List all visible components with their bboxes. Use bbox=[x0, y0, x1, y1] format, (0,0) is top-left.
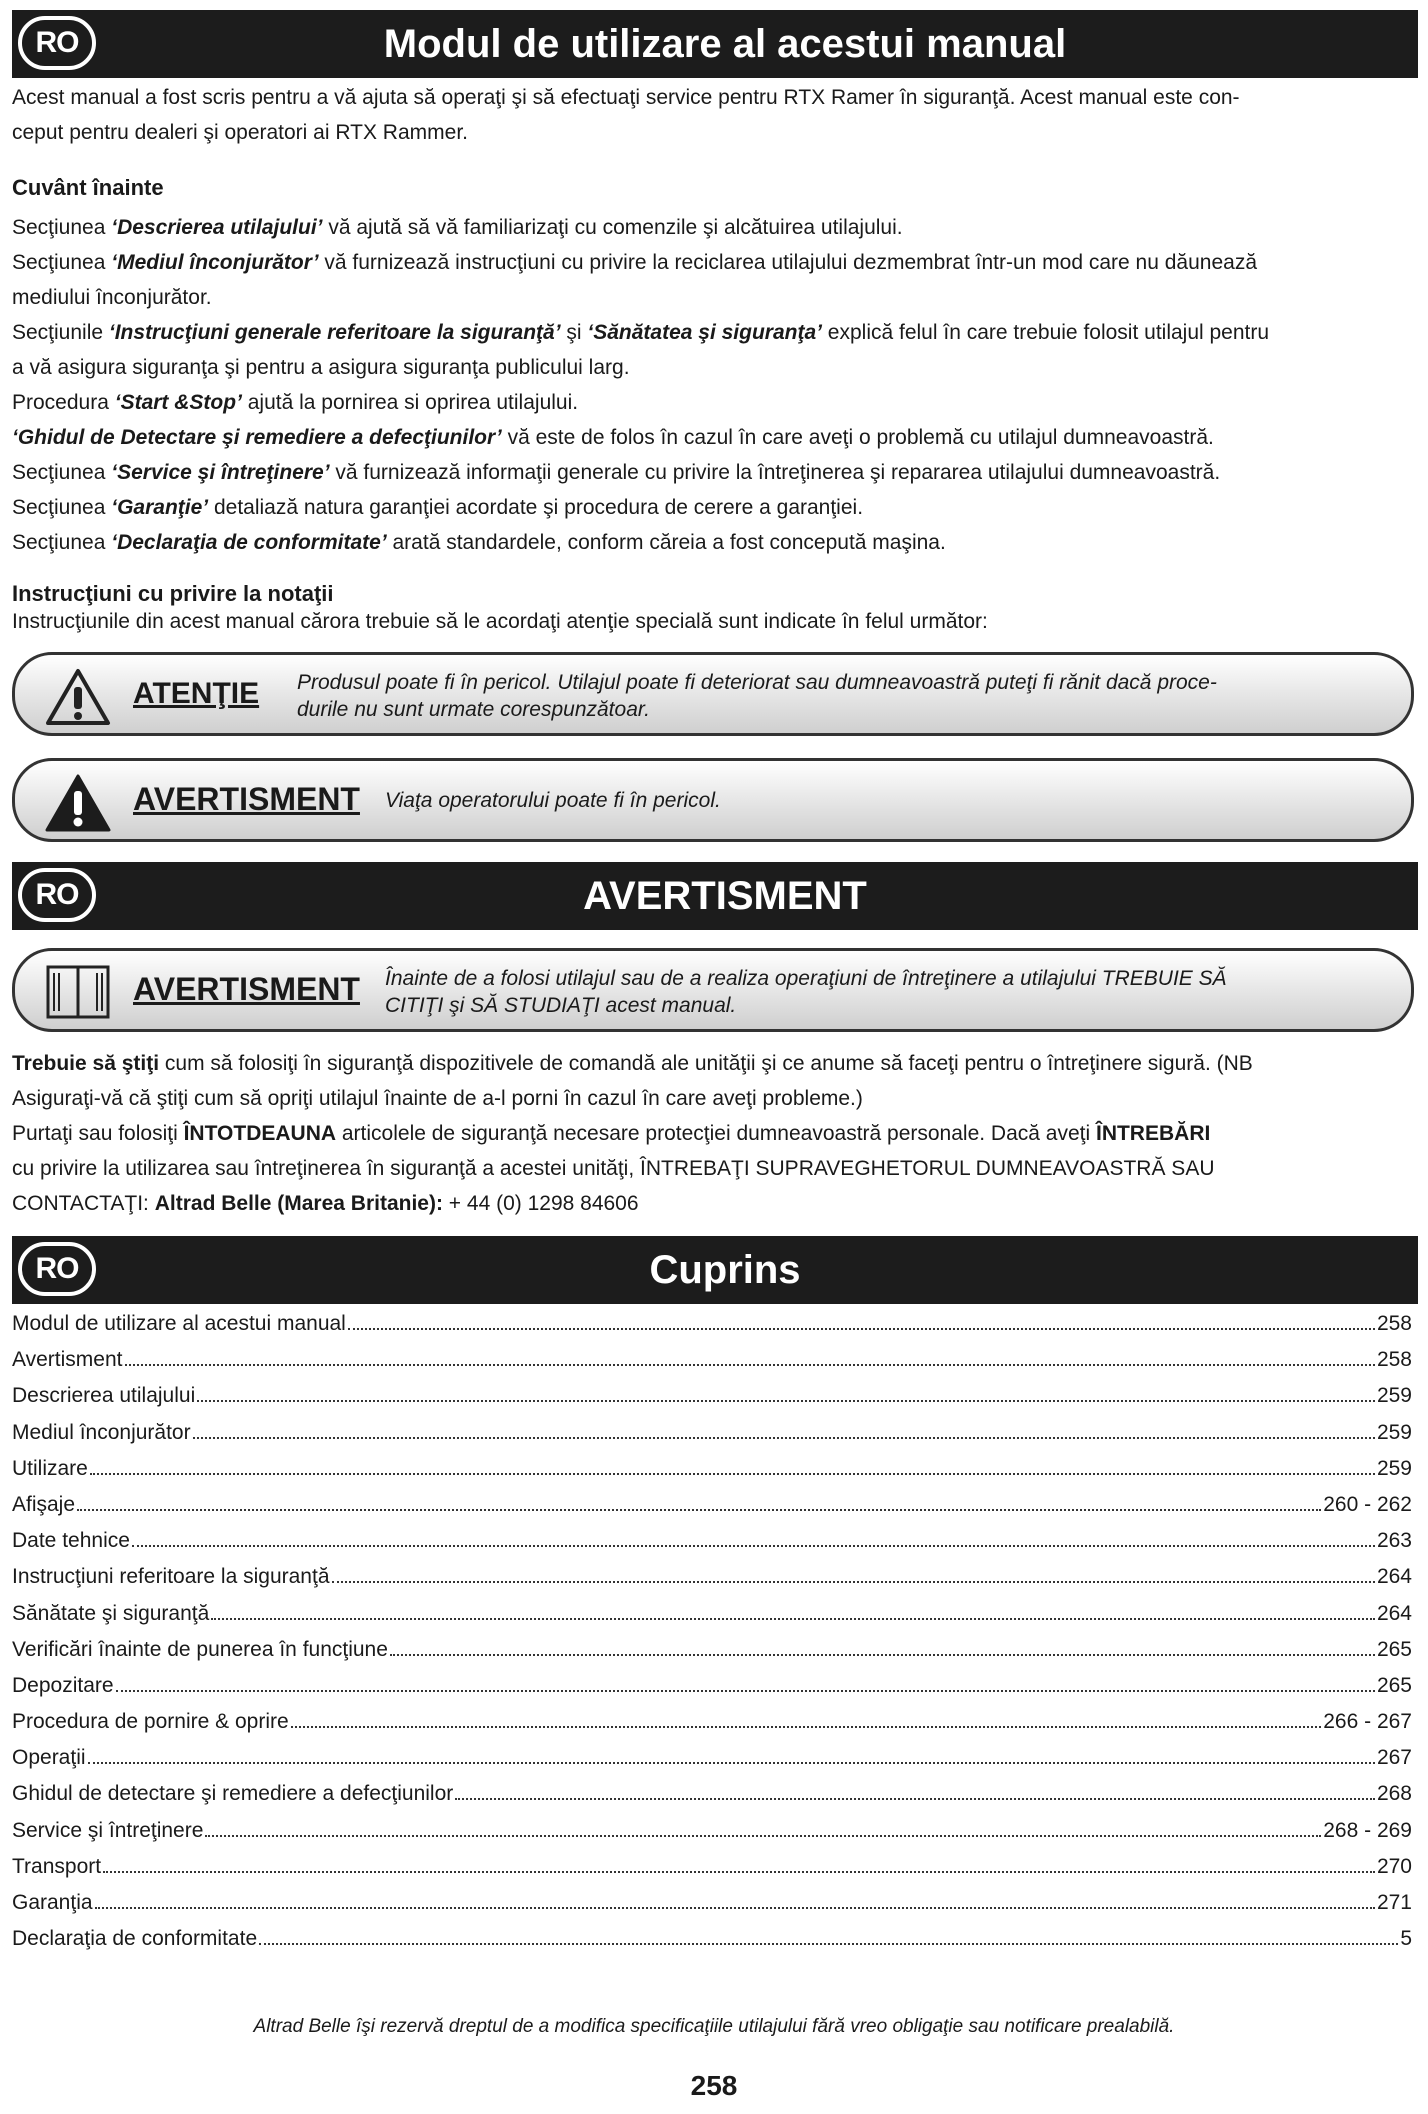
toc-page: 271 bbox=[1376, 1891, 1412, 1914]
toc-leader-dots bbox=[390, 1654, 1375, 1656]
section-title: Modul de utilizare al acestui manual bbox=[383, 21, 1067, 66]
foreword-line bbox=[12, 245, 1418, 280]
toc-page: 259 bbox=[1376, 1420, 1412, 1444]
toc-leader-dots bbox=[291, 1726, 1322, 1728]
toc-leader-dots bbox=[455, 1798, 1375, 1800]
foreword-line bbox=[12, 420, 1418, 455]
toc-title: Garanţia bbox=[12, 1891, 93, 1914]
toc-entry[interactable] bbox=[12, 1457, 1412, 1493]
read-manual-notice bbox=[12, 948, 1414, 1032]
section-reference: ‘Garanţie’ bbox=[111, 496, 209, 519]
toc-title: Verificări înainte de punerea în funcţiune bbox=[12, 1637, 388, 1661]
section-header-contents bbox=[12, 1236, 1418, 1304]
toc-entry[interactable] bbox=[12, 1782, 1412, 1818]
toc-leader-dots bbox=[103, 1871, 1375, 1873]
foreword-text: ajută la pornirea si oprirea utilajului. bbox=[241, 391, 579, 414]
intro-paragraph bbox=[12, 80, 1418, 150]
foreword-text: Secţiunea bbox=[12, 216, 112, 239]
toc-title: Mediul înconjurător bbox=[12, 1420, 191, 1444]
toc-page: 5 bbox=[1400, 1927, 1412, 1951]
toc-entry[interactable] bbox=[12, 1312, 1412, 1348]
toc-leader-dots bbox=[197, 1400, 1375, 1402]
toc-leader-dots bbox=[205, 1835, 1321, 1837]
toc-entry[interactable] bbox=[12, 1421, 1412, 1457]
toc-leader-dots bbox=[211, 1618, 1375, 1620]
language-badge: RO bbox=[18, 16, 96, 70]
toc-leader-dots bbox=[259, 1943, 1398, 1945]
section-title: AVERTISMENT bbox=[583, 873, 867, 918]
foreword-text: Secţiunile bbox=[12, 321, 109, 344]
warning-emphasis: ÎNTREBĂRI bbox=[1095, 1122, 1211, 1145]
toc-leader-dots bbox=[193, 1437, 1375, 1439]
section-reference: ‘Service şi întreţinere’ bbox=[111, 461, 330, 484]
toc-entry[interactable] bbox=[12, 1638, 1412, 1674]
contact-line bbox=[12, 1186, 1418, 1221]
section-reference: ‘Start &Stop’ bbox=[114, 391, 242, 414]
warning-text bbox=[12, 1046, 1418, 1221]
foreword-line bbox=[12, 315, 1418, 350]
table-of-contents bbox=[12, 1312, 1412, 1963]
attention-message bbox=[297, 669, 1217, 723]
toc-leader-dots bbox=[77, 1509, 1321, 1511]
toc-leader-dots bbox=[132, 1545, 1375, 1547]
caution-triangle-icon bbox=[45, 667, 111, 727]
attention-message-line: durile nu sunt urmate corespunzătoar. bbox=[297, 698, 650, 721]
read-manual-message-line: Înainte de a folosi utilajul sau de a realiza operaţiuni de întreţinere a utilajului TREBUIE SĂ bbox=[385, 967, 1227, 990]
open-book-icon bbox=[45, 961, 111, 1021]
toc-title: Modul de utilizare al acestui manual bbox=[12, 1312, 346, 1335]
toc-title: Descrierea utilajului bbox=[12, 1384, 196, 1408]
toc-title: Declaraţia de conformitate bbox=[12, 1927, 258, 1951]
foreword-line bbox=[12, 525, 1418, 560]
toc-title: Ghidul de detectare şi remediere a defecţiunilor bbox=[12, 1782, 454, 1806]
toc-title: Service şi întreţinere bbox=[12, 1818, 204, 1842]
foreword-text: a vă asigura siguranţa şi pentru a asigura siguranţa publicului larg. bbox=[12, 356, 630, 379]
toc-page: 260 - 262 bbox=[1323, 1492, 1412, 1516]
toc-page: 268 bbox=[1376, 1782, 1412, 1806]
toc-page: 259 bbox=[1376, 1384, 1412, 1408]
toc-page: 263 bbox=[1376, 1529, 1412, 1553]
toc-entry[interactable] bbox=[12, 1819, 1412, 1855]
intro-line: Acest manual a fost scris pentru a vă ajuta să operaţi şi să efectuaţi service pentru RTX Ramer în siguranţă. Acest manual este con- bbox=[12, 86, 1240, 109]
toc-title: Transport bbox=[12, 1854, 102, 1878]
read-manual-message bbox=[385, 965, 1227, 1019]
foreword-lines bbox=[12, 210, 1418, 560]
foreword-text: detaliază natura garanţiei acordate şi procedura de cerere a garanţiei. bbox=[208, 496, 864, 519]
contact-prefix: CONTACTAŢI: bbox=[12, 1192, 155, 1215]
toc-entry[interactable] bbox=[12, 1348, 1412, 1384]
toc-title: Sănătate şi siguranţă bbox=[12, 1601, 210, 1625]
foreword-text: Secţiunea bbox=[12, 496, 112, 519]
toc-page: 265 bbox=[1376, 1637, 1412, 1661]
toc-entry[interactable] bbox=[12, 1493, 1412, 1529]
toc-leader-dots bbox=[90, 1473, 1375, 1475]
foreword-text: arată standardele, conform căreia a fost concepută maşina. bbox=[386, 531, 946, 554]
foreword-line bbox=[12, 490, 1418, 525]
warning-text-part: cum să folosiţi în siguranţă dispozitivele de comandă ale unităţii şi ce anume să faceţi pentru o întreţinere sigură. (NB bbox=[159, 1052, 1253, 1075]
toc-entry[interactable] bbox=[12, 1891, 1412, 1927]
toc-page: 258 bbox=[1376, 1312, 1412, 1335]
toc-entry[interactable] bbox=[12, 1384, 1412, 1420]
toc-page: 259 bbox=[1376, 1456, 1412, 1480]
section-reference: ‘Declaraţia de conformitate’ bbox=[111, 531, 387, 554]
foreword-section bbox=[12, 170, 1418, 205]
section-reference: ‘Mediul înconjurător’ bbox=[111, 251, 319, 274]
attention-message-line: Produsul poate fi în pericol. Utilajul poate fi deteriorat sau dumneavoastră puteţi fi rănit dacă proce- bbox=[297, 671, 1217, 694]
warning-text-line bbox=[12, 1116, 1418, 1151]
contact-company: Altrad Belle (Marea Britanie): bbox=[154, 1192, 443, 1215]
toc-leader-dots bbox=[88, 1762, 1375, 1764]
toc-leader-dots bbox=[332, 1581, 1375, 1583]
foreword-heading: Cuvânt înainte bbox=[12, 175, 164, 200]
foreword-line bbox=[12, 350, 1418, 385]
section-header-warning bbox=[12, 862, 1418, 930]
warning-text-part: articolele de siguranţă necesare protecţiei dumneavoastră personale. Dacă aveţi bbox=[336, 1122, 1096, 1145]
warning-emphasis: Trebuie să ştiţi bbox=[12, 1052, 160, 1075]
read-manual-message-line: CITIŢI şi SĂ STUDIAŢI acest manual. bbox=[385, 994, 737, 1017]
toc-entry[interactable] bbox=[12, 1710, 1412, 1746]
toc-entry[interactable] bbox=[12, 1927, 1412, 1963]
toc-page: 264 bbox=[1376, 1565, 1412, 1589]
toc-page: 270 bbox=[1376, 1854, 1412, 1878]
warning-label: AVERTISMENT bbox=[133, 781, 360, 817]
foreword-text: Secţiunea bbox=[12, 531, 112, 554]
foreword-text: explică felul în care trebuie folosit utilajul pentru bbox=[821, 321, 1270, 344]
toc-title: Afişaje bbox=[12, 1492, 76, 1516]
toc-title: Procedura de pornire & oprire bbox=[12, 1710, 289, 1734]
toc-entry[interactable] bbox=[12, 1855, 1412, 1891]
attention-notice bbox=[12, 652, 1414, 736]
attention-label: ATENŢIE bbox=[133, 677, 260, 710]
language-badge: RO bbox=[18, 868, 96, 922]
toc-entry[interactable] bbox=[12, 1565, 1412, 1601]
toc-entry[interactable] bbox=[12, 1602, 1412, 1638]
notation-section bbox=[12, 580, 1418, 636]
warning-triangle-icon bbox=[45, 773, 111, 833]
foreword-text: Procedura bbox=[12, 391, 115, 414]
foreword-line bbox=[12, 455, 1418, 490]
foreword-text: vă ajută să vă familiarizaţi cu comenzile şi alcătuirea utilajului. bbox=[322, 216, 903, 239]
toc-leader-dots bbox=[348, 1328, 1375, 1330]
foreword-line bbox=[12, 210, 1418, 245]
foreword-text: vă furnizează instrucţiuni cu privire la reciclarea utilajului dezmembrat într-un mod care nu dăunează bbox=[318, 251, 1258, 274]
toc-page: 268 - 269 bbox=[1323, 1818, 1412, 1842]
warning-text-line: cu privire la utilizarea sau întreţinerea în siguranţă a acestei unităţi, ÎNTREBAŢI SUPRAVEGHETORUL DUMNEAVOASTRĂ SAU bbox=[12, 1157, 1215, 1180]
intro-line: ceput pentru dealeri şi operatori ai RTX Rammer. bbox=[12, 121, 468, 144]
section-reference: ‘Instrucţiuni generale referitoare la siguranţă’ bbox=[108, 321, 561, 344]
section-reference: ‘Descrierea utilajului’ bbox=[111, 216, 323, 239]
foreword-line bbox=[12, 280, 1418, 315]
contact-phone: + 44 (0) 1298 84606 bbox=[442, 1192, 639, 1215]
footer-disclaimer: Altrad Belle îşi rezervă dreptul de a modifica specificaţiile utilajului fără vreo obligaţie sau notificare prealabilă. bbox=[253, 2016, 1175, 2037]
warning-text-part: Purtaţi sau folosiţi bbox=[12, 1122, 184, 1145]
toc-page: 267 bbox=[1376, 1746, 1412, 1770]
toc-page: 265 bbox=[1376, 1673, 1412, 1697]
toc-title: Utilizare bbox=[12, 1456, 88, 1480]
warning-text-line bbox=[12, 1046, 1418, 1081]
foreword-text: mediului înconjurător. bbox=[12, 286, 212, 309]
warning-text-line: Asiguraţi-vă că ştiţi cum să opriţi utilajul înainte de a-l porni în cazul în care aveţi probleme.) bbox=[12, 1087, 863, 1110]
foreword-text: Secţiunea bbox=[12, 251, 112, 274]
toc-title: Depozitare bbox=[12, 1673, 114, 1697]
notation-text: Instrucţiunile din acest manual cărora trebuie să le acordaţi atenţie specială sunt indicate în felul următor: bbox=[12, 610, 988, 633]
toc-title: Date tehnice bbox=[12, 1529, 130, 1553]
toc-entry[interactable] bbox=[12, 1529, 1412, 1565]
read-manual-label: AVERTISMENT bbox=[133, 971, 360, 1007]
toc-page: 264 bbox=[1376, 1601, 1412, 1625]
toc-leader-dots bbox=[95, 1907, 1375, 1909]
warning-emphasis: ÎNTOTDEAUNA bbox=[183, 1122, 337, 1145]
section-reference: ‘Sănătatea şi siguranţa’ bbox=[587, 321, 822, 344]
section-title: Cuprins bbox=[649, 1247, 801, 1292]
foreword-text: Secţiunea bbox=[12, 461, 112, 484]
page-number: 258 bbox=[690, 2070, 738, 2101]
warning-message: Viaţa operatorului poate fi în pericol. bbox=[385, 789, 721, 812]
toc-leader-dots bbox=[116, 1690, 1375, 1692]
toc-title: Instrucţiuni referitoare la siguranţă bbox=[12, 1565, 330, 1589]
toc-title: Operaţii bbox=[12, 1746, 86, 1770]
toc-page: 258 bbox=[1376, 1348, 1412, 1372]
toc-page: 266 - 267 bbox=[1323, 1710, 1412, 1734]
toc-leader-dots bbox=[125, 1364, 1375, 1366]
foreword-text: vă este de folos în cazul în care aveţi o problemă cu utilajul dumneavoastră. bbox=[501, 426, 1214, 449]
foreword-text: şi bbox=[560, 321, 588, 344]
section-reference: ‘Ghidul de Detectare şi remediere a defecţiunilor’ bbox=[12, 426, 502, 449]
warning-notice bbox=[12, 758, 1414, 842]
language-badge: RO bbox=[18, 1242, 96, 1296]
notation-heading: Instrucţiuni cu privire la notaţii bbox=[12, 581, 334, 606]
foreword-text: vă furnizează informaţii generale cu privire la întreţinerea şi repararea utilajului dumneavoastră. bbox=[329, 461, 1221, 484]
toc-entry[interactable] bbox=[12, 1674, 1412, 1710]
toc-entry[interactable] bbox=[12, 1746, 1412, 1782]
section-header-usage bbox=[12, 10, 1418, 78]
toc-title: Avertisment bbox=[12, 1348, 123, 1372]
foreword-line bbox=[12, 385, 1418, 420]
